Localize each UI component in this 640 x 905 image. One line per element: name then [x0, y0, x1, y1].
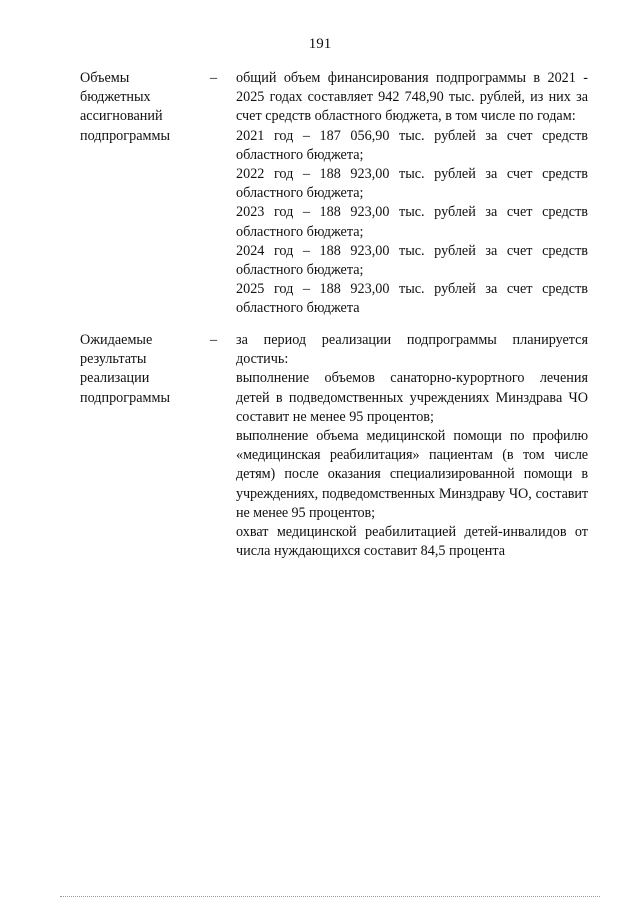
page-number: 191 [308, 36, 332, 52]
results-disabled-children-paragraph: охват медицинской реабилитацией детей-инвалидов от числа нуждающихся составит 84,5 процента [236, 524, 588, 560]
results-sanatorium-paragraph: выполнение объемов санаторно-курортного лечения детей в подведомственных учреждениях Минздрава ЧО составит не менее 95 процентов; [236, 370, 588, 425]
results-intro-paragraph: за период реализации подпрограммы планируется достичь: [236, 332, 588, 368]
label-line: подпрограммы [80, 127, 170, 144]
expected-results-section [80, 331, 588, 561]
funding-year-2023: 2023 год – 188 923,00 тыс. рублей за счет средств областного бюджета; [236, 204, 588, 240]
label-line: подпрограммы [80, 389, 170, 406]
scan-artifact-line [60, 896, 600, 897]
label-line: бюджетных [80, 89, 151, 106]
label-line: ассигнований [80, 108, 163, 125]
budget-allocations-section [80, 69, 588, 319]
label-line: Объемы [80, 70, 130, 86]
budget-allocations-label [80, 69, 210, 319]
funding-year-2024: 2024 год – 188 923,00 тыс. рублей за счет средств областного бюджета; [236, 242, 588, 279]
separator-dash: – [210, 332, 218, 348]
funding-total-paragraph: общий объем финансирования подпрограммы в 2021 - 2025 годах составляет 942 748,90 тыс. рублей, из них за счет средств областного бюджета, в том числе по годам: [236, 70, 588, 125]
expected-results-content [236, 331, 588, 561]
label-line: реализации [80, 370, 150, 387]
budget-allocations-content [236, 69, 588, 319]
label-line: результаты [80, 351, 147, 368]
separator-dash: – [210, 70, 218, 86]
funding-year-2022: 2022 год – 188 923,00 тыс. рублей за счет средств областного бюджета; [236, 166, 588, 202]
label-line: Ожидаемые [80, 332, 153, 348]
expected-results-label [80, 331, 210, 561]
funding-year-2021: 2021 год – 187 056,90 тыс. рублей за счет средств областного бюджета; [236, 127, 588, 163]
funding-year-2025: 2025 год – 188 923,00 тыс. рублей за счет средств областного бюджета [236, 281, 588, 317]
results-rehabilitation-paragraph: выполнение объема медицинской помощи по профилю «медицинская реабилитация» пациентам (в том числе детям) после оказания специализированной помощи в учреждениях, подведомственных Минздраву ЧО, составит не менее 95 процентов; [236, 428, 588, 521]
